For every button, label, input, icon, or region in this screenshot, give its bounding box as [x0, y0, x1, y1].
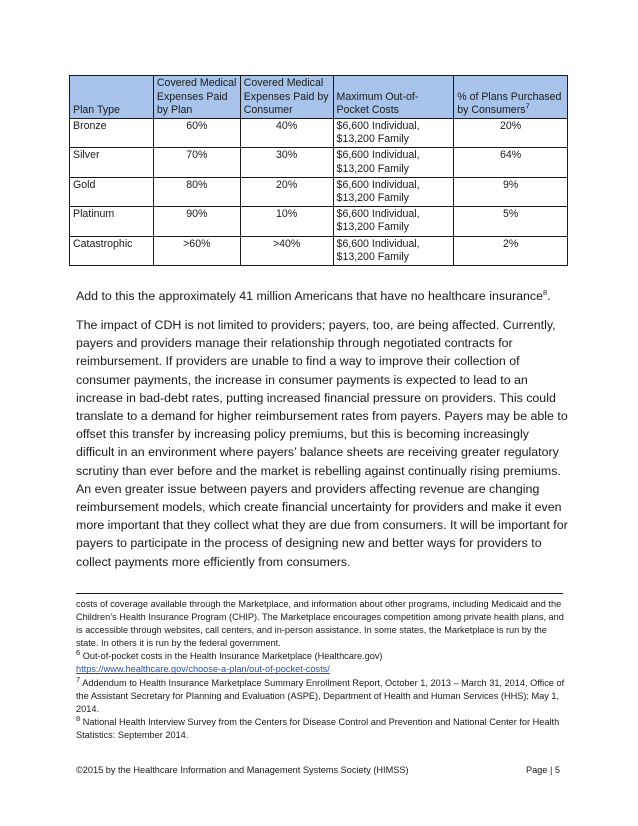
- cell-max-out-of-pocket: [333, 148, 454, 177]
- paragraph-uninsured-end: .: [547, 289, 551, 303]
- max-cost-individual: $6,600 Individual,: [336, 208, 420, 221]
- cell-paid-by-plan: >60%: [153, 236, 240, 265]
- cell-percent-purchased: 64%: [454, 148, 568, 177]
- cell-max-out-of-pocket: [333, 177, 454, 206]
- footnote-8-text: National Health Interview Survey from the Centers for Disease Control and Prevention and National Center for Health Statistics: September 2014.: [76, 716, 560, 740]
- footnote-6: [76, 650, 566, 663]
- footnote-7-text: Addendum to Health Insurance Marketplace Summary Enrollment Report, October 1, 2013 – March 31, 2014, Office of the Assistant Secretary for Planning and Evaluation (ASPE), Department of Health and Human Services (HHS); May 1, 2014.: [76, 677, 565, 714]
- cell-paid-by-plan: 90%: [153, 207, 240, 236]
- max-cost-individual: $6,600 Individual,: [336, 178, 420, 191]
- paragraph-uninsured: [76, 287, 568, 305]
- max-cost-family: $13,200 Family: [336, 162, 409, 175]
- footnote-8: [76, 713, 566, 742]
- plan-types-table: [69, 75, 568, 266]
- cell-paid-by-plan: 60%: [153, 119, 240, 148]
- cell-paid-by-consumer: 30%: [240, 148, 333, 177]
- table-row: [70, 148, 568, 177]
- footnote-8-number: 8: [76, 713, 81, 723]
- max-cost-individual: $6,600 Individual,: [336, 120, 420, 132]
- footnote-7: [76, 674, 566, 716]
- cell-plan-type: Gold: [70, 177, 154, 206]
- cell-paid-by-consumer: 40%: [240, 119, 333, 148]
- cell-max-out-of-pocket: [333, 207, 454, 236]
- footer-copyright: ©2015 by the Healthcare Information and Management Systems Society (HIMSS): [76, 765, 409, 775]
- footnote-separator: [76, 593, 563, 594]
- cell-plan-type: Platinum: [70, 207, 154, 236]
- footnote-continued: costs of coverage available through the Marketplace, and information about other programs, including Medicaid and the Children’s Health Insurance Program (CHIP). The Marketplace encourages competition among private health plans, and is accessible through websites, call centers, and in-person assistance. In some states, the Marketplace is run by the state. In others it is run by the federal government.: [76, 599, 564, 649]
- header-paid-by-plan: Covered Medical Expenses Paid by Plan: [153, 76, 240, 119]
- paragraph-cdh-impact: The impact of CDH is not limited to providers; payers, too, are being affected. Currently, payers and providers manage their relationship through negotiated contracts for reimbursement. If providers are unable to find a way to improve their collection of consumer payments, the increase in consumer payments is expected to lead to an increase in bad-debt rates, putting increased financial pressure on providers. This could translate to a demand for higher reimbursement rates from payers. Payers may be able to offset this transfer by increasing policy premiums, but this is becoming increasingly difficult in an environment where payers’ balance sheets are receiving greater regulatory scrutiny than ever before and the market is rebelling against continually rising premiums. An even greater issue between payers and providers affecting revenue are changing reimbursement models, which create financial uncertainty for providers and make it even more important that they collect what they are due from consumers. It will be important for payers to participate in the process of designing new and better ways for providers to collect payments more efficiently from consumers.: [76, 318, 568, 569]
- footnotes: [76, 598, 566, 742]
- cell-paid-by-plan: 80%: [153, 177, 240, 206]
- cell-plan-type: Silver: [70, 148, 154, 177]
- table-row: [70, 119, 568, 148]
- footnote-6-text: Out-of-pocket costs in the Health Insurance Marketplace (Healthcare.gov): [80, 651, 383, 662]
- header-percent-purchased: [454, 76, 568, 119]
- footnote-6-link[interactable]: https://www.healthcare.gov/choose-a-plan/out-of-pocket-costs/: [76, 664, 330, 675]
- max-cost-family: $13,200 Family: [336, 133, 409, 146]
- footnote-ref-8: 8: [542, 287, 548, 297]
- header-plan-type: Plan Type: [70, 76, 154, 119]
- table-header-row: [70, 76, 568, 119]
- max-cost-individual: $6,600 Individual,: [336, 237, 420, 250]
- cell-paid-by-consumer: >40%: [240, 236, 333, 265]
- cell-paid-by-plan: 70%: [153, 148, 240, 177]
- cell-percent-purchased: 9%: [454, 177, 568, 206]
- cell-plan-type: Catastrophic: [70, 236, 154, 265]
- paragraph-uninsured-text: Add to this the approximately 41 million Americans that have no healthcare insurance: [76, 289, 543, 303]
- cell-percent-purchased: 20%: [454, 119, 568, 148]
- cell-plan-type: Bronze: [70, 119, 154, 148]
- cell-paid-by-consumer: 20%: [240, 177, 333, 206]
- max-cost-family: $13,200 Family: [336, 221, 409, 234]
- header-max-out-of-pocket: Maximum Out-of-Pocket Costs: [333, 76, 454, 119]
- cell-max-out-of-pocket: [333, 236, 454, 265]
- footnote-7-number: 7: [76, 674, 81, 684]
- footnote-6-number: 6: [76, 648, 81, 658]
- cell-percent-purchased: 2%: [454, 236, 568, 265]
- table-row: [70, 207, 568, 236]
- header-percent-purchased-text: % of Plans Purchased by Consumers: [457, 90, 562, 116]
- footnote-ref-7: 7: [525, 101, 530, 111]
- cell-max-out-of-pocket: [333, 119, 454, 148]
- table-row: [70, 177, 568, 206]
- cell-paid-by-consumer: 10%: [240, 207, 333, 236]
- max-cost-family: $13,200 Family: [336, 250, 409, 263]
- table-row: [70, 236, 568, 265]
- max-cost-family: $13,200 Family: [336, 192, 409, 205]
- max-cost-individual: $6,600 Individual,: [336, 149, 420, 162]
- header-paid-by-consumer: Covered Medical Expenses Paid by Consumer: [240, 76, 333, 119]
- page-number: Page | 5: [525, 765, 560, 775]
- cell-percent-purchased: 5%: [454, 207, 568, 236]
- page-footer: [76, 765, 560, 775]
